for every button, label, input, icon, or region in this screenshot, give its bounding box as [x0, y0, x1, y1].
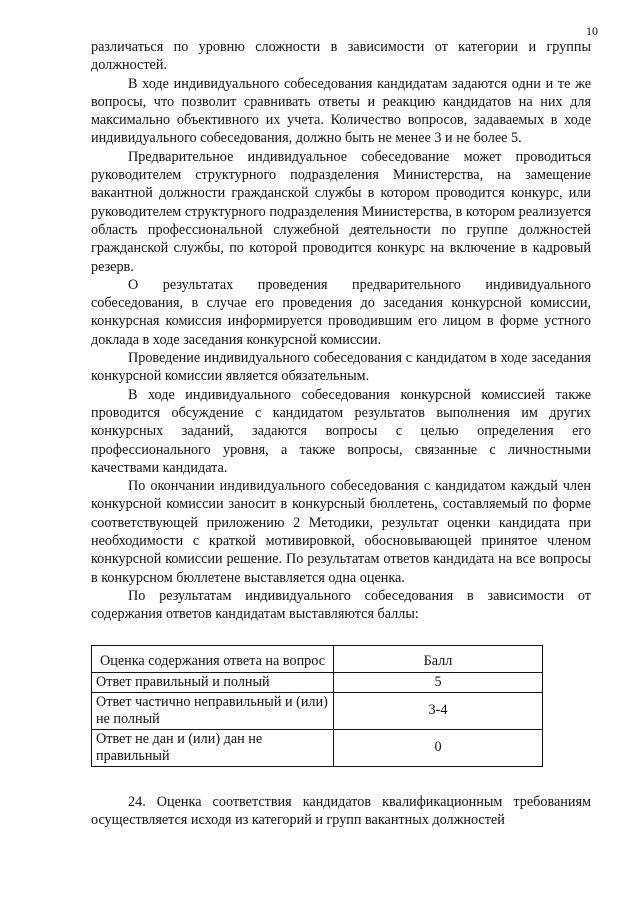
paragraph: Предварительное индивидуальное собеседование может проводиться руководителем структурного подразделения Министерства, на замещение вакантной должности гражданской службы в котором проводится конкурс, или руководителем структурного подразделения Министерства, в котором реализуется область профессиональной служебной деятельности по группе должностей гражданской службы, по которой проводится конкурс на включение в кадровый резерв.	[91, 148, 591, 275]
table-row	[92, 672, 543, 692]
row-criterion: Ответ правильный и полный	[92, 672, 334, 692]
paragraph: различаться по уровню сложности в зависимости от категории и группы должностей.	[91, 39, 591, 74]
row-score: 0	[334, 729, 543, 766]
paragraph: В ходе индивидуального собеседования конкурсной комиссией также проводится обсуждение с кандидатом результатов выполнения им других конкурсных заданий, задаются вопросы с целью определения его профессионального уровня, а также вопросы, связанные с личностными качествами кандидата.	[91, 386, 591, 476]
row-score: 5	[334, 672, 543, 692]
table-row	[92, 692, 543, 729]
header-criterion: Оценка содержания ответа на вопрос	[92, 645, 334, 672]
row-criterion: Ответ не дан и (или) дан не правильный	[92, 729, 334, 766]
row-criterion: Ответ частично неправильный и (или) не полный	[92, 692, 334, 729]
paragraph: В ходе индивидуального собеседования кандидатам задаются одни и те же вопросы, что позволит сравнивать ответы и реакцию кандидатов на них для максимально объективного их учета. Количество вопросов, задаваемых в ходе индивидуального собеседования, должно быть не менее 3 и не более 5.	[91, 75, 591, 147]
row-score: 3-4	[334, 692, 543, 729]
page-number: 10	[586, 24, 598, 38]
header-score: Балл	[334, 645, 543, 672]
paragraph: По окончании индивидуального собеседования с кандидатом каждый член конкурсной комиссии заносит в конкурсный бюллетень, составляемый по форме соответствующей приложению 2 Методики, результат оценки кандидата при необходимости с краткой мотивировкой, обосновывающей принятое членом конкурсной комиссии решение. По результатам ответов кандидата на все вопросы в конкурсном бюллетене выставляется одна оценка.	[91, 478, 591, 586]
paragraph: О результатах проведения предварительного индивидуального собеседования, в случае его проведения до заседания конкурсной комиссии, конкурсная комиссия информируется проводившим его лицом в форме устного доклада в ходе заседания конкурсной комиссии.	[91, 276, 591, 348]
paragraph: Проведение индивидуального собеседования с кандидатом в ходе заседания конкурсной комиссии является обязательным.	[91, 350, 591, 385]
closing-paragraph: 24. Оценка соответствия кандидатов квалификационным требованиям осуществляется исходя из категорий и групп вакантных должностей	[91, 793, 591, 828]
score-table	[91, 645, 543, 767]
table-header-row	[92, 645, 543, 672]
table-row	[92, 729, 543, 766]
paragraph: По результатам индивидуального собеседования в зависимости от содержания ответов кандидатам выставляются баллы:	[91, 587, 591, 623]
document-body	[91, 38, 591, 829]
